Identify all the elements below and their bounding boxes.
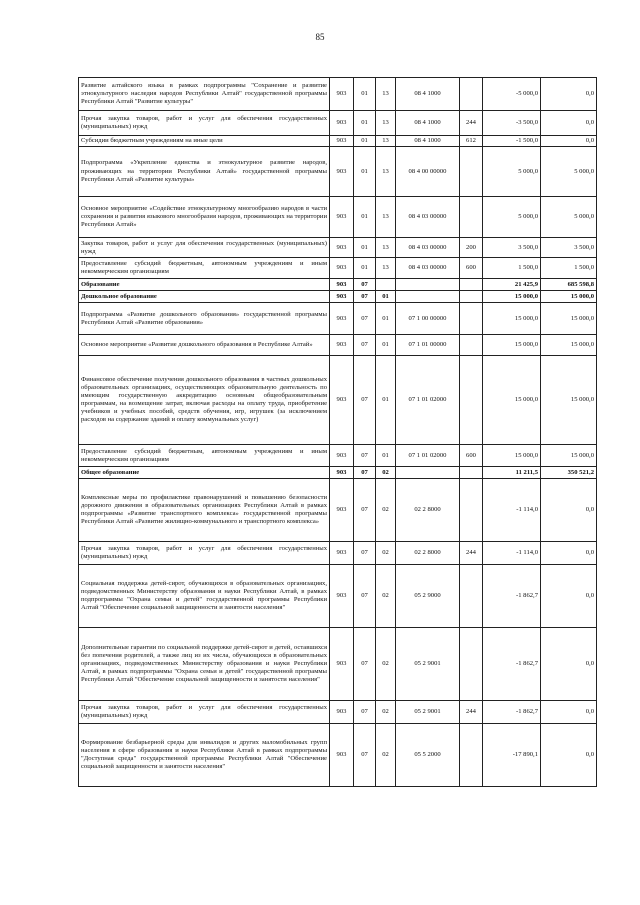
row-target-article: 05 2 9000 [396,565,460,628]
table-row [79,467,597,479]
table-row [79,303,597,335]
row-amount-2: 0,0 [541,111,597,136]
row-amount-1: 3 500,0 [483,238,541,258]
row-amount-2: 1 500,0 [541,258,597,279]
table-row [79,279,597,291]
row-amount-1: -1 500,0 [483,136,541,147]
row-grbs-code: 903 [330,356,354,445]
row-grbs-code: 903 [330,445,354,467]
table-row [79,238,597,258]
row-expense-type [460,356,483,445]
row-grbs-code: 903 [330,479,354,542]
row-grbs-code: 903 [330,258,354,279]
row-amount-1: 15 000,0 [483,303,541,335]
row-amount-2: 0,0 [541,724,597,787]
row-amount-2: 0,0 [541,542,597,565]
row-target-article: 05 2 9001 [396,701,460,724]
row-section-code: 01 [354,111,376,136]
table-row [79,701,597,724]
row-name: Субсидии бюджетным учреждениям на иные цели [79,136,330,147]
row-subsection-code: 13 [376,197,396,238]
row-grbs-code: 903 [330,279,354,291]
row-expense-type [460,147,483,197]
row-grbs-code: 903 [330,303,354,335]
row-amount-2: 0,0 [541,136,597,147]
row-section-code: 07 [354,356,376,445]
row-expense-type [460,724,483,787]
row-expense-type: 244 [460,701,483,724]
row-target-article: 08 4 1000 [396,136,460,147]
row-target-article: 05 2 9001 [396,628,460,701]
page-number: 85 [315,32,325,42]
row-section-code: 07 [354,291,376,303]
row-name: Прочая закупка товаров, работ и услуг для обеспечения государственных (муниципальных) нужд [79,701,330,724]
row-section-code: 07 [354,445,376,467]
row-grbs-code: 903 [330,136,354,147]
row-name: Образование [79,279,330,291]
row-section-code: 07 [354,479,376,542]
table-row [79,628,597,701]
row-target-article: 02 2 8000 [396,542,460,565]
row-section-code: 07 [354,628,376,701]
row-subsection-code: 13 [376,78,396,111]
row-grbs-code: 903 [330,78,354,111]
row-expense-type: 600 [460,445,483,467]
row-section-code: 07 [354,701,376,724]
row-subsection-code: 02 [376,724,396,787]
row-name: Социальная поддержка детей-сирот, обучающихся в образовательных организациях, подведомственных Министерству образования и науки Республики Алтай, в рамках подпрограммы "Охрана семьи и детей" государственной программы Республики Алтай "Обеспечение социальной защищенности и занятости населения" [79,565,330,628]
table-row [79,111,597,136]
row-expense-type: 244 [460,111,483,136]
row-target-article: 08 4 00 00000 [396,147,460,197]
row-amount-1: 15 000,0 [483,445,541,467]
row-expense-type [460,279,483,291]
row-amount-1: 11 211,5 [483,467,541,479]
row-subsection-code: 13 [376,147,396,197]
row-name: Подпрограмма «Развитие дошкольного образования» государственной программы Республики Алтай «Развитие образования» [79,303,330,335]
row-amount-2: 5 000,0 [541,197,597,238]
row-name: Основное мероприятие «Содействие этнокультурному многообразию народов в части сохранения и развития языкового многообразия народов, проживающих на территории Республики Алтай» [79,197,330,238]
row-amount-2: 685 598,8 [541,279,597,291]
row-amount-1: 15 000,0 [483,356,541,445]
table-row [79,542,597,565]
row-expense-type [460,467,483,479]
row-section-code: 01 [354,78,376,111]
row-amount-2: 350 521,2 [541,467,597,479]
row-grbs-code: 903 [330,542,354,565]
row-expense-type [460,291,483,303]
row-grbs-code: 903 [330,238,354,258]
row-expense-type [460,628,483,701]
row-subsection-code: 01 [376,356,396,445]
row-subsection-code: 13 [376,111,396,136]
row-grbs-code: 903 [330,147,354,197]
table-row [79,147,597,197]
row-amount-1: 5 000,0 [483,147,541,197]
table-row [79,258,597,279]
row-subsection-code [376,279,396,291]
row-amount-2: 15 000,0 [541,335,597,356]
table-row [79,565,597,628]
row-grbs-code: 903 [330,335,354,356]
row-amount-1: -1 862,7 [483,628,541,701]
row-subsection-code: 02 [376,565,396,628]
row-amount-1: 15 000,0 [483,291,541,303]
row-target-article [396,279,460,291]
row-section-code: 07 [354,542,376,565]
row-section-code: 01 [354,147,376,197]
row-target-article: 07 1 01 02000 [396,445,460,467]
row-section-code: 01 [354,258,376,279]
row-name: Закупка товаров, работ и услуг для обеспечения государственных (муниципальных) нужд [79,238,330,258]
row-amount-2: 0,0 [541,701,597,724]
row-target-article: 07 1 00 00000 [396,303,460,335]
row-amount-1: -3 500,0 [483,111,541,136]
row-subsection-code: 02 [376,542,396,565]
row-name: Формирование безбарьерной среды для инвалидов и других маломобильных групп населения в сфере образования и науки Республики Алтай в рамках подпрограммы "Доступная среда" государственной программы Республики Алтай "Обеспечение социальной защищенности и занятости населения" [79,724,330,787]
table-row [79,445,597,467]
row-amount-1: -1 114,0 [483,542,541,565]
row-amount-2: 0,0 [541,628,597,701]
row-amount-1: 21 425,9 [483,279,541,291]
row-amount-2: 5 000,0 [541,147,597,197]
row-grbs-code: 903 [330,291,354,303]
row-amount-1: -17 890,1 [483,724,541,787]
table-row [79,335,597,356]
row-section-code: 07 [354,724,376,787]
row-subsection-code: 01 [376,445,396,467]
row-target-article: 02 2 8000 [396,479,460,542]
row-subsection-code: 02 [376,467,396,479]
row-amount-2: 15 000,0 [541,303,597,335]
row-expense-type: 600 [460,258,483,279]
budget-table-body [79,78,597,787]
row-subsection-code: 02 [376,628,396,701]
row-grbs-code: 903 [330,724,354,787]
row-amount-1: -1 862,7 [483,701,541,724]
row-expense-type [460,303,483,335]
row-target-article: 07 1 01 02000 [396,356,460,445]
row-expense-type: 200 [460,238,483,258]
table-row [79,78,597,111]
row-target-article: 05 5 2000 [396,724,460,787]
row-expense-type: 612 [460,136,483,147]
row-amount-2: 0,0 [541,565,597,628]
row-subsection-code: 01 [376,291,396,303]
row-subsection-code: 02 [376,479,396,542]
row-subsection-code: 13 [376,258,396,279]
row-name: Основное мероприятие «Развитие дошкольного образования в Республике Алтай» [79,335,330,356]
row-name: Комплексные меры по профилактике правонарушений и повышению безопасности дорожного движения в образовательных организациях Республики Алтай в рамках подпрограммы «Развитие транспортного комплекса» государственной программы Республики Алтай «Развитие жилищно-коммунального и транспортного комплекса» [79,479,330,542]
row-amount-2: 15 000,0 [541,356,597,445]
row-grbs-code: 903 [330,111,354,136]
row-name: Развитие алтайского языка в рамках подпрограммы "Сохранение и развитие этнокультурного наследия народов Республики Алтай" государственной программы Республики Алтай "Развитие культуры" [79,78,330,111]
table-row [79,136,597,147]
row-grbs-code: 903 [330,197,354,238]
row-section-code: 01 [354,197,376,238]
row-grbs-code: 903 [330,628,354,701]
row-expense-type [460,78,483,111]
table-row [79,291,597,303]
row-amount-1: -5 000,0 [483,78,541,111]
row-subsection-code: 02 [376,701,396,724]
row-amount-2: 15 000,0 [541,445,597,467]
row-subsection-code: 13 [376,136,396,147]
row-subsection-code: 01 [376,303,396,335]
row-grbs-code: 903 [330,467,354,479]
row-amount-1: 1 500,0 [483,258,541,279]
row-expense-type [460,197,483,238]
row-name: Подпрограмма «Укрепление единства и этнокультурное развитие народов, проживающих на территории Республики Алтай» государственной программы Республики Алтай «Развитие культуры» [79,147,330,197]
row-section-code: 01 [354,238,376,258]
row-amount-1: 15 000,0 [483,335,541,356]
row-target-article [396,467,460,479]
row-amount-2: 0,0 [541,78,597,111]
row-expense-type: 244 [460,542,483,565]
row-expense-type [460,479,483,542]
row-expense-type [460,565,483,628]
row-name: Дополнительные гарантии по социальной поддержке детей-сирот и детей, оставшихся без попечения родителей, а также лиц из их числа, обучающихся в образовательных организациях, подведомственных Министерству образования и науки Республики Алтай, в рамках подпрограммы "Охрана семьи и детей" государственной программы Республики Алтай "Обеспечение социальной защищенности и занятости населения" [79,628,330,701]
row-amount-2: 0,0 [541,479,597,542]
table-row [79,479,597,542]
row-amount-1: -1 862,7 [483,565,541,628]
row-section-code: 07 [354,335,376,356]
row-name: Прочая закупка товаров, работ и услуг для обеспечения государственных (муниципальных) нужд [79,542,330,565]
row-section-code: 01 [354,136,376,147]
row-expense-type [460,335,483,356]
row-amount-1: 5 000,0 [483,197,541,238]
row-amount-1: -1 114,0 [483,479,541,542]
row-name: Предоставление субсидий бюджетным, автономным учреждениям и иным некоммерческим организациям [79,258,330,279]
row-name: Финансовое обеспечение получения дошкольного образования в частных дошкольных образовательных организациях, осуществляющих образовательную деятельность по имеющим государственную аккредитацию основным общеобразовательным программам, на возмещение затрат, включая расходы на оплату труда, приобретение учебников и учебных пособий, средств обучения, игр, игрушек (за исключением расходов на содержание зданий и оплату коммунальных услуг) [79,356,330,445]
row-name: Предоставление субсидий бюджетным, автономным учреждениям и иным некоммерческим организациям [79,445,330,467]
row-name: Общее образование [79,467,330,479]
row-target-article: 08 4 1000 [396,111,460,136]
row-target-article: 07 1 01 00000 [396,335,460,356]
row-target-article: 08 4 03 00000 [396,238,460,258]
row-subsection-code: 13 [376,238,396,258]
table-row [79,197,597,238]
row-section-code: 07 [354,303,376,335]
row-section-code: 07 [354,467,376,479]
row-section-code: 07 [354,565,376,628]
budget-table [78,77,597,787]
row-section-code: 07 [354,279,376,291]
row-grbs-code: 903 [330,701,354,724]
row-subsection-code: 01 [376,335,396,356]
row-amount-2: 3 500,0 [541,238,597,258]
row-target-article [396,291,460,303]
row-target-article: 08 4 03 00000 [396,258,460,279]
row-target-article: 08 4 1000 [396,78,460,111]
row-grbs-code: 903 [330,565,354,628]
table-row [79,724,597,787]
row-amount-2: 15 000,0 [541,291,597,303]
row-name: Дошкольное образование [79,291,330,303]
row-name: Прочая закупка товаров, работ и услуг для обеспечения государственных (муниципальных) нужд [79,111,330,136]
row-target-article: 08 4 03 00000 [396,197,460,238]
table-row [79,356,597,445]
